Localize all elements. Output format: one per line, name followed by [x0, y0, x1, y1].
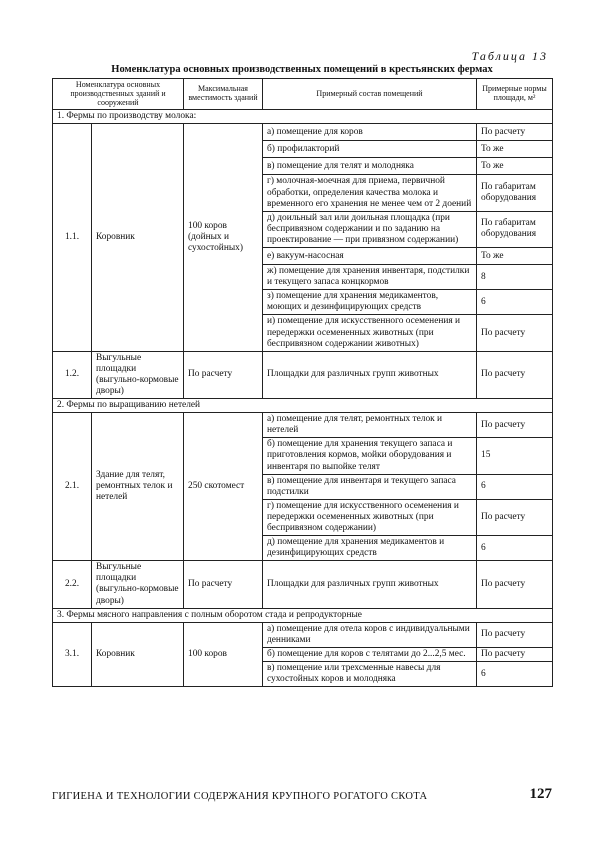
premise-norm: То же: [477, 141, 553, 158]
row-number: 1.2.: [53, 351, 92, 398]
table-row: [53, 413, 553, 438]
premise-text: в) помещение для инвентаря и текущего запаса подстилки: [263, 474, 477, 499]
premise-norm: По расчету: [477, 499, 553, 535]
page-number: 127: [529, 786, 552, 802]
premise-text: д) доильный зал или доильная площадка (при беспривязном содержании и по заданию на проектирование — при привязном содержании): [263, 211, 477, 247]
premise-text: г) помещение для искусственного осеменения и передержки осемененных животных (при беспривязном содержании): [263, 499, 477, 535]
premise-text: з) помещение для хранения медикаментов, моющих и дезинфицирующих средств: [263, 290, 477, 315]
table-row: [53, 124, 553, 141]
premise-norm: По расчету: [477, 124, 553, 141]
premise-norm: По расчету: [477, 622, 553, 647]
building-capacity: 100 коров: [184, 622, 263, 686]
building-capacity: 250 скотомест: [184, 413, 263, 561]
premise-text: е) вакуум-насосная: [263, 248, 477, 265]
header-nomenclature: Номенклатура основных производственных зданий и сооружений: [53, 79, 184, 110]
premise-norm: По расчету: [477, 351, 553, 398]
premise-text: б) профилакторий: [263, 141, 477, 158]
premise-norm: 6: [477, 536, 553, 561]
row-number: 2.1.: [53, 413, 92, 561]
premise-norm: То же: [477, 248, 553, 265]
premise-norm: 6: [477, 662, 553, 687]
building-name: Выгульные площадки (выгульно-кормовые дворы): [92, 351, 184, 398]
premise-norm: По расчету: [477, 315, 553, 351]
header-capacity: Максимальная вместимость зданий: [184, 79, 263, 110]
row-number: 3.1.: [53, 622, 92, 686]
building-capacity: По расчету: [184, 351, 263, 398]
building-name: Здание для телят, ремонтных телок и нетелей: [92, 413, 184, 561]
premise-text: г) молочная-моечная для приема, первичной обработки, определения качества молока и временного его хранения не менее чем от 2 доений: [263, 175, 477, 211]
premise-text: Площадки для различных групп животных: [263, 351, 477, 398]
premise-text: д) помещение для хранения медикаментов и дезинфицирующих средств: [263, 536, 477, 561]
premise-text: ж) помещение для хранения инвентаря, подстилки и текущего запаса концкормов: [263, 265, 477, 290]
running-title: ГИГИЕНА И ТЕХНОЛОГИИ СОДЕРЖАНИЯ КРУПНОГО РОГАТОГО СКОТА: [52, 791, 428, 802]
building-name: Выгульные площадки (выгульно-кормовые дворы): [92, 561, 184, 608]
premise-text: а) помещение для отела коров с индивидуальными денниками: [263, 622, 477, 647]
table-row: [53, 622, 553, 647]
premise-text: а) помещение для коров: [263, 124, 477, 141]
header-norms: Примерные нормы площади, м²: [477, 79, 553, 110]
table-row: [53, 561, 553, 608]
premise-norm: 6: [477, 290, 553, 315]
table-header-row: [53, 79, 553, 110]
building-capacity: По расчету: [184, 561, 263, 608]
premise-norm: 6: [477, 474, 553, 499]
premises-table: [52, 78, 553, 687]
premise-norm: По расчету: [477, 647, 553, 661]
premise-text: в) помещение для телят и молодняка: [263, 158, 477, 175]
section-row: [53, 608, 553, 622]
building-capacity: 100 коров (дойных и сухостойных): [184, 124, 263, 351]
building-name: Коровник: [92, 124, 184, 351]
premise-norm: По расчету: [477, 413, 553, 438]
section-3-title: 3. Фермы мясного направления с полным оборотом стада и репродукторные: [53, 608, 553, 622]
row-number: 1.1.: [53, 124, 92, 351]
section-row: [53, 399, 553, 413]
section-1-title: 1. Фермы по производству молока:: [53, 110, 553, 124]
premise-text: б) помещение для коров с телятами до 2...2,5 мес.: [263, 647, 477, 661]
row-number: 2.2.: [53, 561, 92, 608]
header-composition: Примерный состав помещений: [263, 79, 477, 110]
premise-text: Площадки для различных групп животных: [263, 561, 477, 608]
premise-norm: По габаритам оборудования: [477, 211, 553, 247]
premise-text: в) помещение или трехсменные навесы для сухостойных коров и молодняка: [263, 662, 477, 687]
table-number: Таблица 13: [471, 49, 548, 63]
premise-norm: 15: [477, 438, 553, 474]
table-row: [53, 351, 553, 398]
section-2-title: 2. Фермы по выращиванию нетелей: [53, 399, 553, 413]
building-name: Коровник: [92, 622, 184, 686]
premise-text: б) помещение для хранения текущего запаса и приготовления кормов, мойки оборудования и инвентаря по выпойке телят: [263, 438, 477, 474]
premise-text: а) помещение для телят, ремонтных телок и нетелей: [263, 413, 477, 438]
premise-text: и) помещение для искусственного осеменения и передержки осемененных животных (при беспривязном содержании животных): [263, 315, 477, 351]
premise-norm: По габаритам оборудования: [477, 175, 553, 211]
premise-norm: То же: [477, 158, 553, 175]
premise-norm: По расчету: [477, 561, 553, 608]
premise-norm: 8: [477, 265, 553, 290]
section-row: [53, 110, 553, 124]
table-title: Номенклатура основных производственных помещений в крестьянских фермах: [111, 64, 493, 75]
